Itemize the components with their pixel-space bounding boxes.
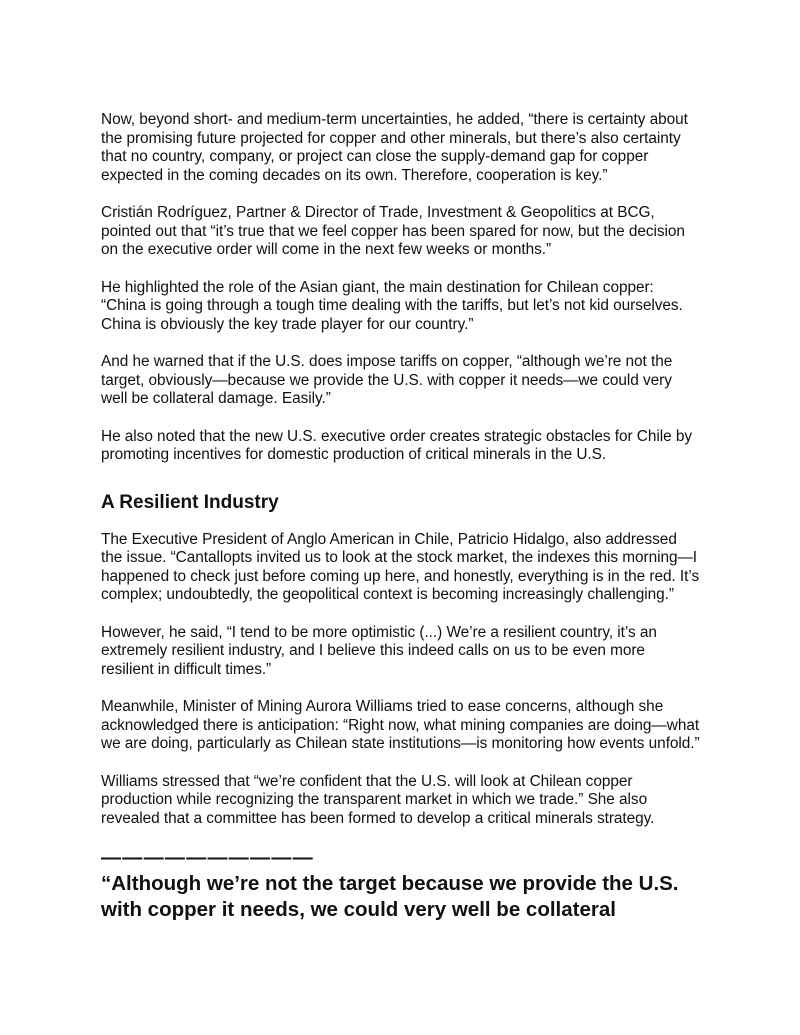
paragraph-hidalgo: The Executive President of Anglo American in Chile, Patricio Hidalgo, also addressed the issue. “Cantallopts invited us to look at the stock market, the indexes this morning—I happened to check just before coming up here, and honestly, everything is in the red. It’s complex; undoubtedly, the geopolitical context is becoming increasingly challenging.” [101,530,700,603]
quote-divider: —————————— [101,847,314,869]
paragraph-collateral-damage: And he warned that if the U.S. does impose tariffs on copper, “although we’re not the target, obviously—because we provide the U.S. with copper it needs—we could very well be collateral damage. Easily.” [101,353,673,407]
paragraph-china: He highlighted the role of the Asian giant, the main destination for Chilean copper: “China is going through a tough time dealing with the tariffs, but let’s not kid ourselves. China is obviously the key trade player for our country.” [101,278,683,333]
paragraph-williams: Meanwhile, Minister of Mining Aurora Williams tried to ease concerns, although she acknowledged there is anticipation: “Right now, what mining companies are doing—what we are doing, particularly as Chilean state institutions—is monitoring how events unfold.” [101,698,700,752]
paragraph-cooperation: Now, beyond short- and medium-term uncertainties, he added, “there is certainty about the promising future projected for copper and other minerals, but there’s also certainty that no country, company, or project can close the supply-demand gap for copper expected in the coming decades on its own. Therefore, cooperation is key.” [101,111,688,184]
article-body [101,111,701,923]
section-heading: A Resilient Industry [101,491,279,513]
paragraph-rodriguez: Cristián Rodríguez, Partner & Director of Trade, Investment & Geopolitics at BCG, pointed out that “it’s true that we feel copper has been spared for now, but the decision on the executive order will come in the next few weeks or months.” [101,204,685,258]
pull-quote: “Although we’re not the target because we provide the U.S. with copper it needs, we could very well be collateral [101,872,679,921]
paragraph-executive-order: He also noted that the new U.S. executive order creates strategic obstacles for Chile by promoting incentives for domestic production of critical minerals in the U.S. [101,427,693,463]
paragraph-committee: Williams stressed that “we’re confident that the U.S. will look at Chilean copper production while recognizing the transparent market in which we trade.” She also revealed that a committee has been formed to develop a critical minerals strategy. [101,772,655,827]
paragraph-optimistic: However, he said, “I tend to be more optimistic (...) We’re a resilient country, it’s an extremely resilient industry, and I believe this indeed calls on us to be even more resilient in difficult times.” [101,623,657,678]
